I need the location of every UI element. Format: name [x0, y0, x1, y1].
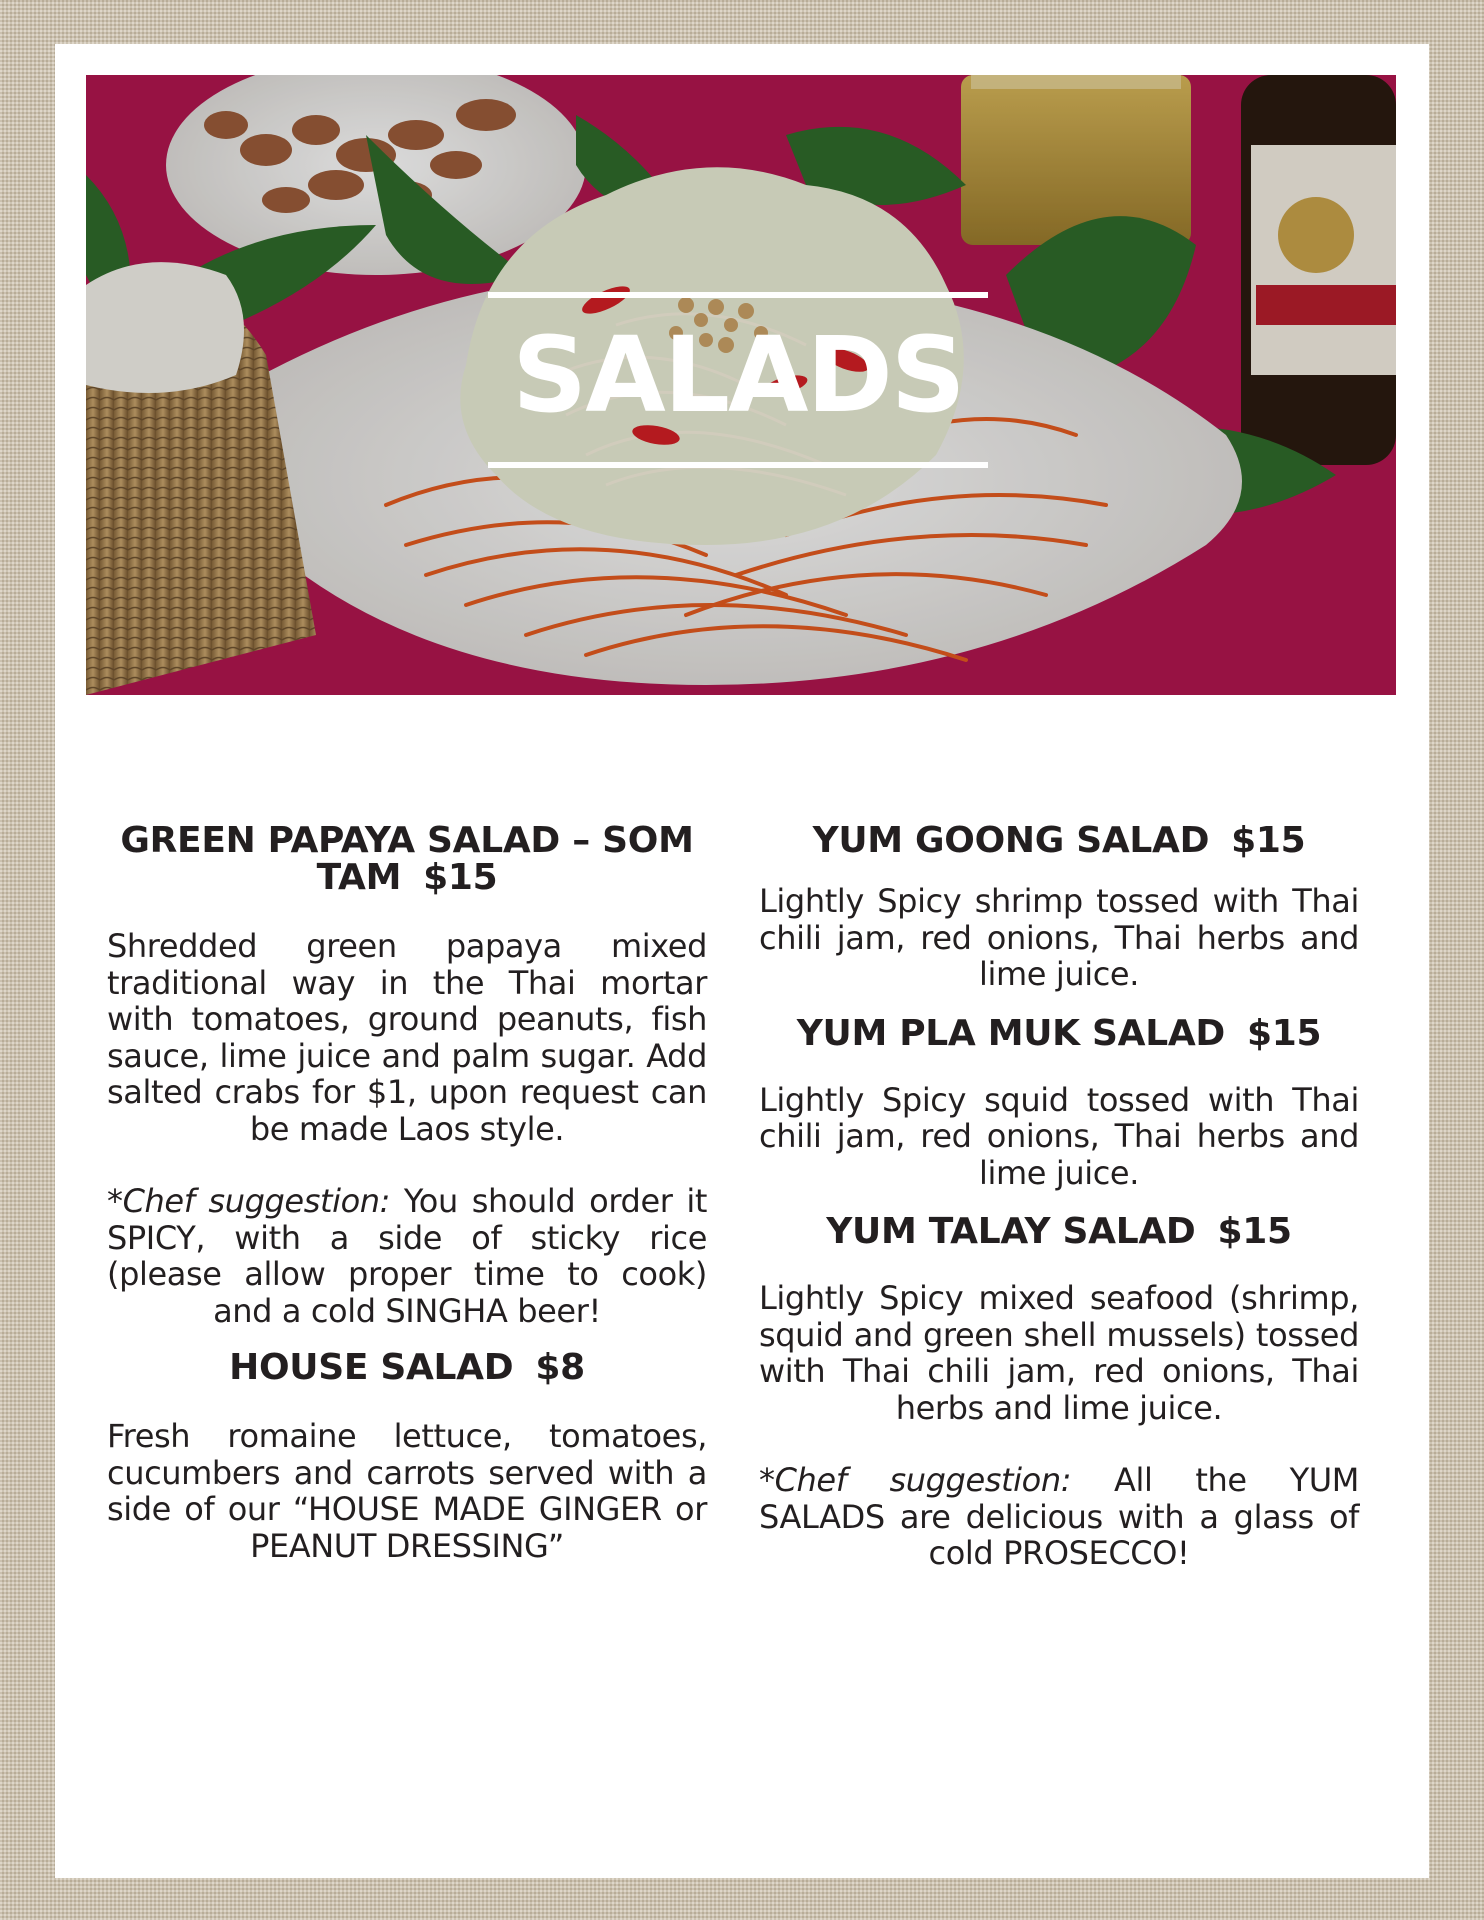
- item-name: YUM PLA MUK SALAD: [796, 1012, 1225, 1054]
- hero-title-block: [488, 292, 988, 468]
- menu-item-house-salad: [107, 1349, 707, 1564]
- title-rule-bottom: [488, 462, 988, 468]
- chef-suggestion: [759, 1462, 1359, 1572]
- item-heading: [107, 822, 707, 896]
- item-name: HOUSE SALAD: [229, 1347, 514, 1388]
- item-description: Lightly Spicy mixed seafood (shrimp, squid and green shell mussels) tossed with Thai chili jam, red onions, Thai herbs and lime juice.: [759, 1279, 1359, 1427]
- title-rule-top: [488, 292, 988, 298]
- item-price: $15: [1247, 1012, 1322, 1054]
- item-heading: [759, 822, 1359, 859]
- item-name: GREEN PAPAYA SALAD – SOM TAM: [120, 820, 694, 898]
- item-price: $15: [423, 857, 498, 898]
- menu-page: [55, 44, 1429, 1878]
- item-description: Fresh romaine lettuce, tomatoes, cucumbers and carrots served with a side of our “HOUSE MADE GINGER or PEANUT DRESSING”: [107, 1417, 707, 1565]
- chef-suggestion-label: *Chef suggestion:: [759, 1461, 1072, 1499]
- menu-item-yum-goong-salad: [759, 822, 1359, 993]
- hero-banner: [86, 75, 1396, 695]
- item-description: Lightly Spicy squid tossed with Thai chili jam, red onions, Thai herbs and lime juice.: [759, 1080, 1359, 1192]
- item-price: $15: [1231, 820, 1306, 861]
- item-heading: [759, 1213, 1359, 1250]
- item-name: YUM TALAY SALAD: [826, 1211, 1196, 1252]
- chef-suggestion-text: All the YUM SALADS are delicious with a glass of cold PROSECCO!: [759, 1461, 1360, 1572]
- item-price: $15: [1217, 1211, 1292, 1252]
- item-heading: [759, 1012, 1359, 1054]
- chef-suggestion-label: *Chef suggestion:: [107, 1182, 391, 1220]
- item-description: Shredded green papaya mixed traditional way in the Thai mortar with tomatoes, ground peanuts, fish sauce, lime juice and palm sugar. Add salted crabs for $1, upon request can be made Laos style.: [107, 927, 707, 1148]
- menu-item-green-papaya-salad: [107, 822, 707, 1329]
- page-title: SALADS: [512, 314, 964, 436]
- chef-suggestion-text: You should order it SPICY, with a side of sticky rice (please allow proper time to cook) and a cold SINGHA beer!: [107, 1182, 707, 1330]
- item-price: $8: [535, 1347, 585, 1388]
- chef-suggestion: [107, 1183, 707, 1329]
- menu-item-yum-pla-muk-salad: [759, 1012, 1359, 1192]
- menu-column-left: [107, 822, 707, 1564]
- item-heading: [107, 1349, 707, 1386]
- menu-item-yum-talay-salad: [759, 1213, 1359, 1572]
- item-name: YUM GOONG SALAD: [812, 820, 1210, 861]
- item-description: Lightly Spicy shrimp tossed with Thai chili jam, red onions, Thai herbs and lime juice.: [759, 882, 1359, 993]
- menu-column-right: [759, 822, 1359, 1572]
